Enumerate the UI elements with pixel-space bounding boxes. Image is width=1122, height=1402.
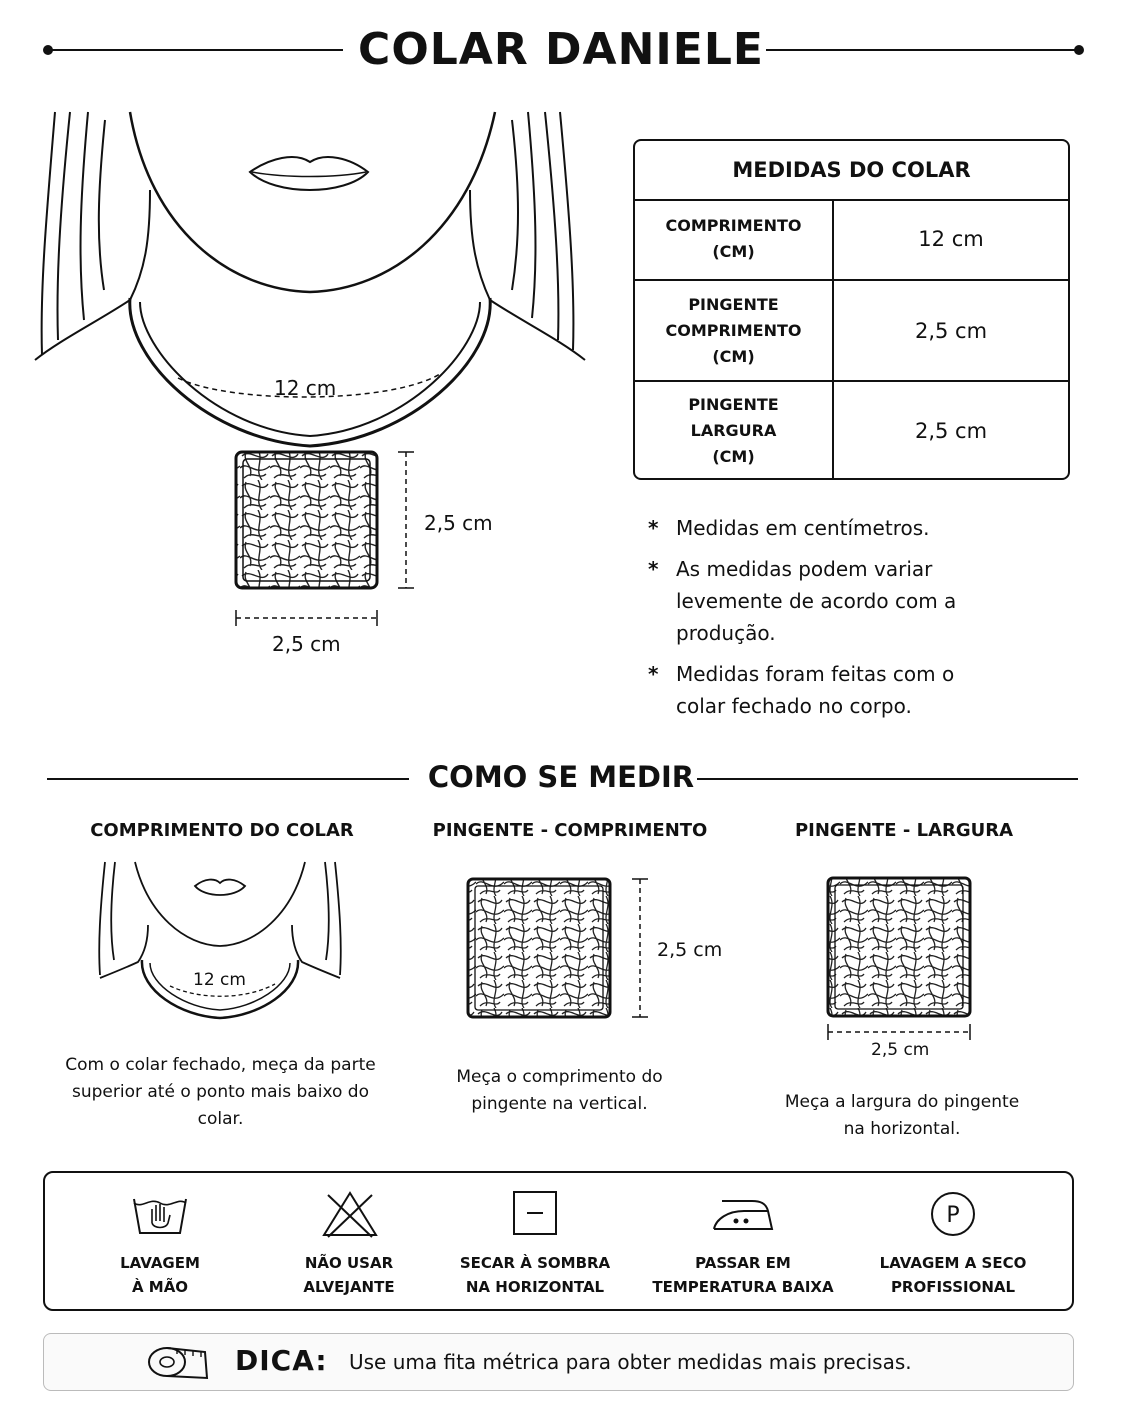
care-instructions-box — [43, 1171, 1074, 1311]
asterisk-icon: * — [648, 516, 659, 540]
column-heading-length: COMPRIMENTO DO COLAR — [90, 820, 354, 841]
row-label: COMPRIMENTO (CM) — [635, 199, 834, 279]
no-bleach-icon — [320, 1189, 380, 1239]
note-text: As medidas podem variar levemente de acordo com a produção. — [676, 557, 957, 645]
description-pendant-length: Meça o comprimento do pingente na vertical. — [456, 1067, 663, 1114]
description-length: Com o colar fechado, meça da parte superior até o ponto mais baixo do colar. — [65, 1055, 376, 1129]
pendant-length-measure-label: 2,5 cm — [657, 939, 723, 961]
section-title: COMO SE MEDIR — [427, 760, 695, 794]
page-title: COLAR DANIELE — [358, 24, 764, 75]
table-header: MEDIDAS DO COLAR — [635, 141, 1068, 201]
row-value: 2,5 cm — [914, 318, 988, 343]
row-value: 12 cm — [918, 227, 984, 251]
column-heading-pendant-length: PINGENTE - COMPRIMENTO — [432, 820, 708, 841]
description-pendant-width: Meça a largura do pingente na horizontal. — [784, 1092, 1020, 1139]
column-heading-pendant-width: PINGENTE - LARGURA — [794, 820, 1014, 841]
iron-low-icon — [708, 1189, 778, 1239]
row-label: PINGENTE LARGURA (CM) — [635, 382, 834, 480]
measuring-tape-icon — [145, 1338, 215, 1388]
pendant-width-measure-label: 2,5 cm — [871, 1040, 930, 1060]
care-label-dry-shade: SECAR À SOMBRA NA HORIZONTAL — [459, 1254, 611, 1296]
row-label: PINGENTE COMPRIMENTO (CM) — [635, 281, 834, 380]
pendant-height-label: 2,5 cm — [424, 511, 493, 535]
care-label-hand-wash: LAVAGEM À MÃO — [120, 1254, 200, 1296]
tip-label: DICA: — [235, 1344, 328, 1377]
note-text: Medidas foram feitas com o colar fechado no corpo. — [676, 662, 955, 718]
note-text: Medidas em centímetros. — [676, 516, 930, 540]
svg-text:P: P — [946, 1203, 960, 1228]
care-label-no-bleach: NÃO USAR ALVEJANTE — [303, 1254, 395, 1296]
small-neck-measure-label: 12 cm — [193, 970, 246, 990]
row-value: 2,5 cm — [914, 419, 988, 443]
tip-text: Use uma fita métrica para obter medidas mais precisas. — [349, 1350, 912, 1374]
asterisk-icon: * — [648, 662, 659, 686]
neck-length-label: 12 cm — [274, 376, 337, 400]
dry-flat-shade-icon — [505, 1189, 565, 1239]
care-label-dry-clean: LAVAGEM A SECO PROFISSIONAL — [879, 1254, 1027, 1296]
hand-wash-icon — [130, 1189, 190, 1239]
care-label-iron-low: PASSAR EM TEMPERATURA BAIXA — [652, 1254, 834, 1296]
pendant-width-label: 2,5 cm — [272, 632, 341, 656]
dry-clean-p-icon — [923, 1189, 983, 1239]
asterisk-icon: * — [648, 557, 659, 581]
